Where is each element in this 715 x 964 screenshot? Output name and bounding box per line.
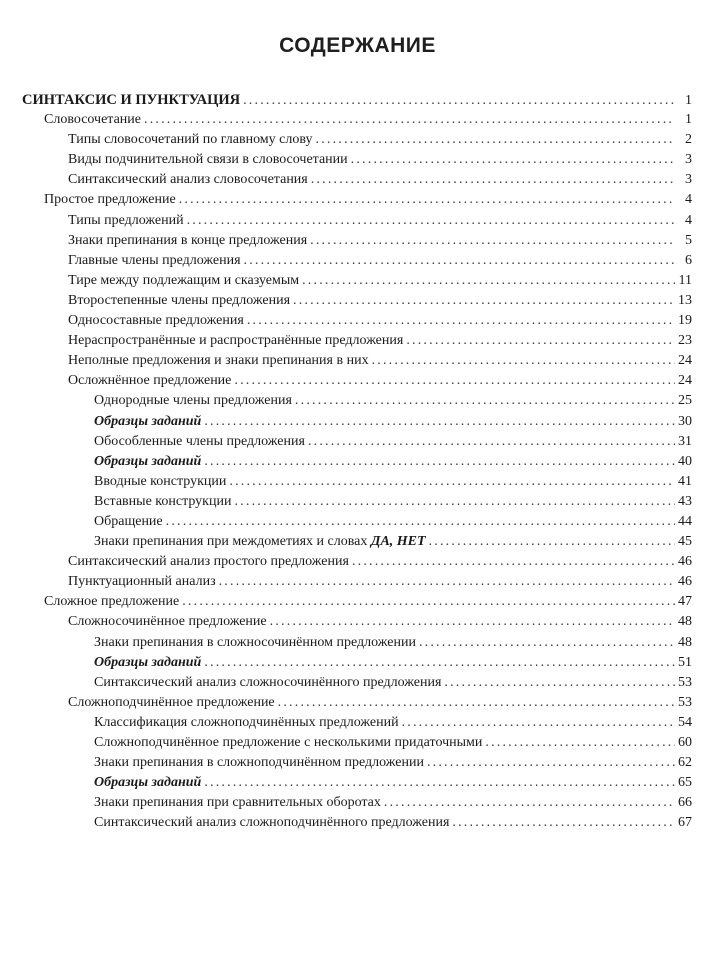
toc-entry-title (94, 773, 204, 793)
toc-page-number: 65 (678, 775, 692, 791)
toc-entry (22, 472, 692, 492)
toc-entry (22, 813, 692, 833)
toc-entry-title (68, 351, 372, 371)
toc-entry-title-text: Вставные конструкции (94, 493, 232, 509)
toc-entry-title-text: Типы предложений (68, 212, 184, 228)
toc-page-number: 25 (678, 393, 692, 409)
toc-entry-title-text: СИНТАКСИС И ПУНКТУАЦИЯ (22, 92, 241, 108)
toc-entry (22, 351, 692, 371)
toc-page-number: 19 (678, 313, 692, 329)
toc-entry-title-text: Типы словосочетаний по главному слову (68, 132, 313, 148)
toc-entry-title-text: Однородные члены предложения (94, 393, 292, 409)
toc-entry-title (68, 291, 293, 311)
dot-leader (295, 391, 675, 411)
toc-page-number: 2 (685, 132, 692, 148)
toc-entry (22, 693, 692, 713)
toc-entry-title (68, 612, 270, 632)
toc-page-number: 4 (685, 192, 692, 208)
toc-entry-title-text: Сложноподчинённое предложение (68, 694, 275, 710)
toc-page-number: 66 (678, 795, 692, 811)
toc-page-number: 24 (678, 373, 692, 389)
toc-entry-title (68, 331, 406, 351)
toc-entry (22, 432, 692, 452)
toc-entry (22, 150, 692, 170)
toc-entry (22, 311, 692, 331)
toc-entry (22, 592, 692, 612)
toc-entry-title-text: Простое предложение (44, 192, 176, 208)
toc-page-number: 60 (678, 735, 692, 750)
toc-entry (22, 633, 692, 653)
toc-page-number: 67 (678, 815, 692, 831)
toc-entry-title-text: Синтаксический анализ сложноподчинённого предложения (94, 815, 450, 831)
toc-entry-title-text: Односоставные предложения (68, 313, 244, 329)
dot-leader (229, 472, 675, 492)
toc-page-number: 40 (678, 453, 692, 469)
page-title: СОДЕРЖАНИЕ (279, 34, 436, 57)
toc-entry (22, 572, 692, 592)
toc-entry-title (94, 733, 485, 753)
toc-entry-title-text: Второстепенные члены предложения (68, 292, 291, 308)
dot-leader (427, 753, 675, 773)
dot-leader (219, 572, 675, 592)
toc-entry (22, 271, 692, 291)
dot-leader (204, 773, 675, 793)
toc-entry-title (68, 572, 219, 592)
dot-leader (278, 693, 675, 713)
dot-leader (308, 432, 675, 452)
toc-entry-title-text: Словосочетание (44, 112, 141, 128)
toc-entry-title (94, 813, 452, 833)
toc-page-number: 13 (678, 292, 692, 308)
toc-entry (22, 291, 692, 311)
toc-page-number: 51 (678, 654, 692, 670)
toc-page-number: 30 (678, 413, 692, 429)
toc-entry-title (68, 311, 247, 331)
toc-entry-title-text: Образцы заданий (94, 413, 202, 429)
toc-entry-title-text: Пунктуационный анализ (68, 574, 216, 590)
toc-page-number: 1 (685, 93, 692, 108)
dot-leader (166, 512, 675, 532)
dot-leader (419, 633, 675, 653)
toc-entry (22, 492, 692, 512)
toc-entry-title-text: Знаки препинания в конце предложения (68, 232, 308, 248)
toc-entry-title (94, 532, 429, 552)
dot-leader (204, 412, 675, 432)
toc-entry-title (68, 552, 352, 572)
toc-entry (22, 190, 692, 210)
toc-entry (22, 552, 692, 572)
toc-entry (22, 512, 692, 532)
toc-entry (22, 532, 692, 552)
toc-entry-title (44, 592, 182, 612)
toc-entry-title (68, 693, 278, 713)
dot-leader (310, 231, 675, 251)
toc-entry-title-text: Главные члены предложения (68, 252, 241, 268)
toc-entry-title (68, 231, 310, 251)
toc-entry-title (22, 90, 243, 110)
dot-leader (429, 532, 675, 552)
toc-entry (22, 371, 692, 391)
toc-entry (22, 793, 692, 813)
toc-entry-title (44, 190, 179, 210)
toc-page-number: 41 (678, 473, 692, 489)
dot-leader (351, 150, 675, 170)
toc-entry-title-text: Сложное предложение (44, 594, 180, 610)
toc-page-number: 47 (678, 594, 692, 610)
dot-leader (444, 673, 675, 693)
toc-entry-title (94, 472, 229, 492)
toc-entry (22, 90, 692, 110)
dot-leader (485, 733, 675, 753)
dot-leader (204, 452, 675, 472)
toc-entry (22, 211, 692, 231)
toc-entry-title (44, 110, 144, 130)
toc-entry-title-text: Вводные конструкции (94, 473, 227, 489)
toc-page-number: 31 (678, 433, 692, 449)
toc-page-number: 3 (685, 152, 692, 168)
toc-page-number: 23 (678, 333, 692, 349)
toc-page-number: 6 (685, 252, 692, 268)
toc-entry-title (68, 130, 316, 150)
toc-entry-title (94, 492, 234, 512)
toc-entry-title-text: Сложносочинённое предложение (68, 614, 267, 630)
toc-entry (22, 391, 692, 411)
toc-entry-title (94, 673, 444, 693)
dot-leader (144, 110, 675, 130)
toc-page-number: 11 (678, 272, 692, 288)
toc-page-number: 46 (678, 574, 692, 590)
toc-entry-title (94, 512, 166, 532)
toc-entry (22, 231, 692, 251)
toc-entry-title-text: Сложноподчинённое предложение с несколькими придаточными (94, 735, 483, 750)
toc-entry-title (68, 170, 311, 190)
toc-page-number: 53 (678, 674, 692, 690)
toc-page-number: 24 (678, 353, 692, 369)
toc-entry-title (68, 150, 351, 170)
dot-leader (234, 492, 675, 512)
toc-entry (22, 753, 692, 773)
toc-entry (22, 653, 692, 673)
toc-entry (22, 130, 692, 150)
toc-entry-title-text: Образцы заданий (94, 775, 202, 791)
toc-entry-title-text: Синтаксический анализ сложносочинённого предложения (94, 674, 442, 690)
toc-entry (22, 251, 692, 271)
toc-entry-title-text: Знаки препинания при сравнительных оборотах (94, 795, 381, 811)
dot-leader (384, 793, 675, 813)
toc-entry-title (94, 633, 419, 653)
toc-entry-title-text: Виды подчинительной связи в словосочетании (68, 152, 348, 168)
toc-entry (22, 170, 692, 190)
toc-entry (22, 412, 692, 432)
dot-leader (179, 190, 675, 210)
toc-page-number: 53 (678, 694, 692, 710)
toc-entry-title (94, 391, 295, 411)
toc-page-number: 46 (678, 554, 692, 570)
dot-leader (243, 91, 675, 111)
toc-entry-title-text: Классификация сложноподчинённых предложений (94, 714, 399, 730)
toc-entry-title-text: Знаки препинания в сложноподчинённом предложении (94, 755, 424, 771)
toc-entry (22, 673, 692, 693)
toc-entry-title-text: Неполные предложения и знаки препинания в них (68, 353, 369, 369)
dot-leader (311, 170, 675, 190)
dot-leader (302, 271, 675, 291)
dot-leader (372, 351, 675, 371)
toc-entry-title-text: Нераспространённые и распространённые предложения (68, 333, 404, 349)
toc-entry-title (94, 713, 402, 733)
toc-page-number: 3 (685, 172, 692, 188)
toc-entry-title (68, 211, 187, 231)
dot-leader (234, 371, 675, 391)
toc-entry (22, 110, 692, 130)
toc-entry-title-text: Знаки препинания при междометиях и словах (94, 534, 371, 550)
toc-entry (22, 452, 692, 472)
toc-entry-title (68, 271, 302, 291)
toc-page-number: 4 (685, 212, 692, 228)
dot-leader (247, 311, 675, 331)
toc-entry-title-text: Образцы заданий (94, 453, 202, 469)
dot-leader (270, 612, 675, 632)
toc-page-number: 48 (678, 634, 692, 650)
toc-entry-title-text: Осложнённое предложение (68, 373, 232, 389)
toc-page-number: 54 (678, 714, 692, 730)
toc-entry-title-text: Обособленные члены предложения (94, 433, 305, 449)
dot-leader (316, 130, 676, 150)
toc-entry (22, 331, 692, 351)
dot-leader (352, 552, 675, 572)
toc-entry-title-text: Знаки препинания в сложносочинённом предложении (94, 634, 416, 650)
toc-entry (22, 713, 692, 733)
toc-entry-title (94, 793, 384, 813)
toc-entry-title (94, 753, 427, 773)
toc-entry-title-text: Синтаксический анализ словосочетания (68, 172, 308, 188)
dot-leader (402, 713, 675, 733)
toc-entry (22, 612, 692, 632)
dot-leader (244, 251, 675, 271)
toc-entry-title-text: Образцы заданий (94, 654, 202, 670)
toc-entry-title (94, 653, 204, 673)
toc-entry-title (94, 412, 204, 432)
toc-entry-title (68, 251, 244, 271)
toc-page-number: 1 (685, 112, 692, 128)
toc-page-number: 5 (685, 232, 692, 248)
dot-leader (182, 592, 675, 612)
toc-entry-title-text: Обращение (94, 513, 163, 529)
table-of-contents (22, 90, 692, 833)
toc-entry-emphasis: ДА, НЕТ (370, 534, 426, 550)
toc-page-number: 45 (678, 534, 692, 550)
toc-entry-title-text: Тире между подлежащим и сказуемым (68, 272, 300, 288)
dot-leader (187, 211, 675, 231)
toc-page-number: 43 (678, 493, 692, 509)
toc-entry-title (94, 452, 204, 472)
dot-leader (452, 813, 675, 833)
toc-entry-title (68, 371, 234, 391)
toc-page-number: 62 (678, 755, 692, 771)
toc-page-number: 48 (678, 614, 692, 630)
toc-entry-title (94, 432, 308, 452)
dot-leader (204, 653, 675, 673)
dot-leader (293, 291, 675, 311)
toc-page-number: 44 (678, 513, 692, 529)
toc-entry (22, 773, 692, 793)
toc-entry-title-text: Синтаксический анализ простого предложения (68, 554, 349, 570)
toc-entry (22, 733, 692, 753)
dot-leader (406, 331, 675, 351)
